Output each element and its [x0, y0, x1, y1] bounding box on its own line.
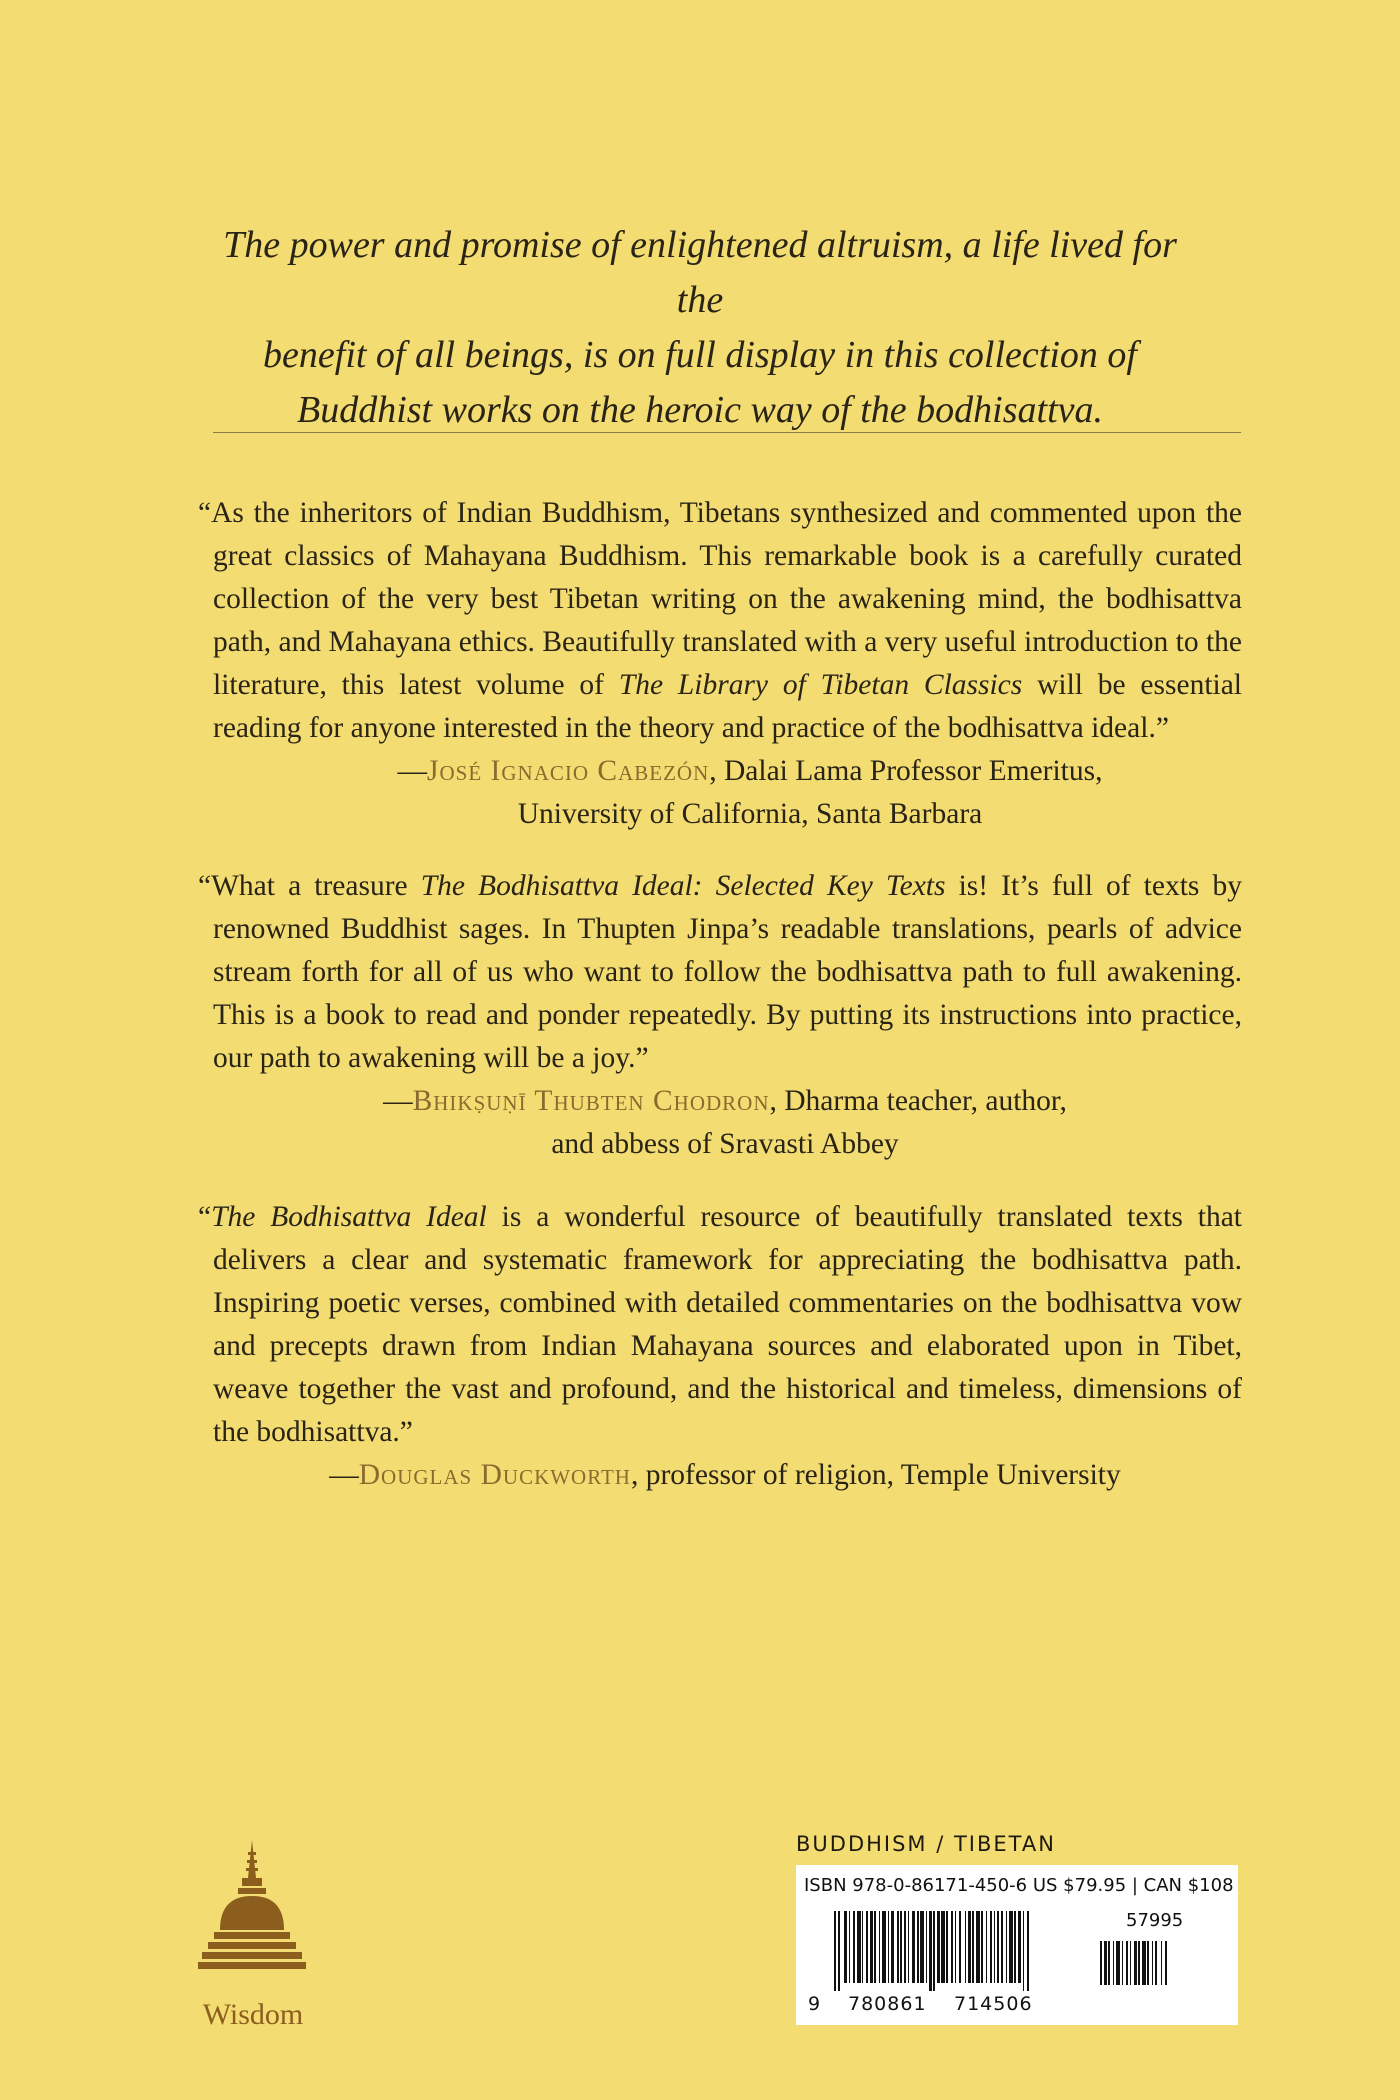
- quote-text: “What a treasure: [198, 870, 421, 902]
- quote-book-title: The Bodhisattva Ideal: [211, 1201, 487, 1233]
- endorsement-quote: [198, 865, 1242, 1080]
- quote-text: will be essential reading for anyone interested in the theory and practice of the bodhisattva ideal.”: [213, 669, 1242, 744]
- endorser-role: , professor of religion, Temple University: [630, 1459, 1121, 1491]
- publisher-name: Wisdom: [202, 1998, 304, 2031]
- stupa-icon: [196, 1838, 308, 1998]
- attribution-dash: —: [383, 1085, 413, 1117]
- endorsement-attribution: [198, 750, 1242, 836]
- quote-text: “As the inheritors of Indian Buddhism, Tibetans synthesized and commented upon the great classics of Mahayana Buddhism. This remarkable book is a carefully curated collection of the very best Tibetan writing on the awakening mind, the bodhisattva path, and Mahayana ethics. Beautifully translated with a very useful introduction to the literature, this latest volume of: [198, 497, 1242, 701]
- quote-book-title: The Bodhisattva Ideal: Selected Key Texts: [420, 870, 946, 902]
- barcode-addon-bars: [1100, 1941, 1218, 1989]
- barcode-digits-right: 714506: [954, 1993, 1033, 2015]
- barcode: [796, 1865, 1238, 2025]
- endorser-name: Bhikṣuṇī Thubten Chodron: [412, 1085, 770, 1117]
- endorsement-duckworth: [198, 1196, 1242, 1497]
- divider: [213, 432, 1241, 433]
- barcode-digit-first: 9: [808, 1993, 822, 2015]
- endorser-role: , Dharma teacher, author,: [769, 1085, 1067, 1117]
- tagline-line: Buddhist works on the heroic way of the bodhisattva.: [296, 389, 1103, 431]
- barcode-addon-number: 57995: [1126, 1910, 1184, 1931]
- endorsement-quote: [198, 492, 1242, 750]
- endorser-role: , Dalai Lama Professor Emeritus,: [709, 755, 1103, 787]
- endorsement-attribution: [198, 1080, 1242, 1166]
- endorsement-attribution: [198, 1454, 1242, 1497]
- barcode-digits-left: 780861: [848, 1993, 927, 2015]
- endorser-affiliation: and abbess of Sravasti Abbey: [551, 1128, 899, 1160]
- endorsement-cabezon: [198, 492, 1242, 836]
- isbn-price-line: ISBN 978-0-86171-450-6 US $79.95 | CAN $108: [804, 1875, 1234, 1896]
- endorsement-chodron: [198, 865, 1242, 1166]
- quote-text: “: [198, 1201, 212, 1233]
- attribution-dash: —: [329, 1459, 359, 1491]
- quote-text: is a wonderful resource of beautifully translated texts that delivers a clear and systematic framework for appreciating the bodhisattva path. Inspiring poetic verses, combined with detailed commentaries on the bodhisattva vow and precepts drawn from Indian Mahayana sources and elaborated upon in Tibet, weave together the vast and profound, and the historical and timeless, dimensions of the bodhisattva.”: [213, 1201, 1242, 1448]
- endorser-affiliation: University of California, Santa Barbara: [517, 798, 983, 830]
- category-label: BUDDHISM / TIBETAN: [796, 1832, 1056, 1856]
- tagline-line: The power and promise of enlightened altruism, a life lived for the: [223, 224, 1177, 321]
- attribution-dash: —: [397, 755, 428, 787]
- quote-book-title: The Library of Tibetan Classics: [618, 669, 1023, 701]
- endorser-name: José Ignacio Cabezón: [427, 755, 710, 787]
- tagline-line: benefit of all beings, is on full display in this collection of: [263, 334, 1137, 376]
- endorsement-quote: [198, 1196, 1242, 1454]
- quote-text: is! It’s full of texts by renowned Buddhist sages. In Thupten Jinpa’s readable translations, pearls of advice stream forth for all of us who want to follow the bodhisattva path to full awakening. This is a book to read and ponder repeatedly. By putting its instructions into practice, our path to awakening will be a joy.”: [213, 870, 1242, 1074]
- tagline: [200, 218, 1200, 438]
- barcode-bars: [834, 1911, 1084, 1991]
- endorser-name: Douglas Duckworth: [358, 1459, 631, 1491]
